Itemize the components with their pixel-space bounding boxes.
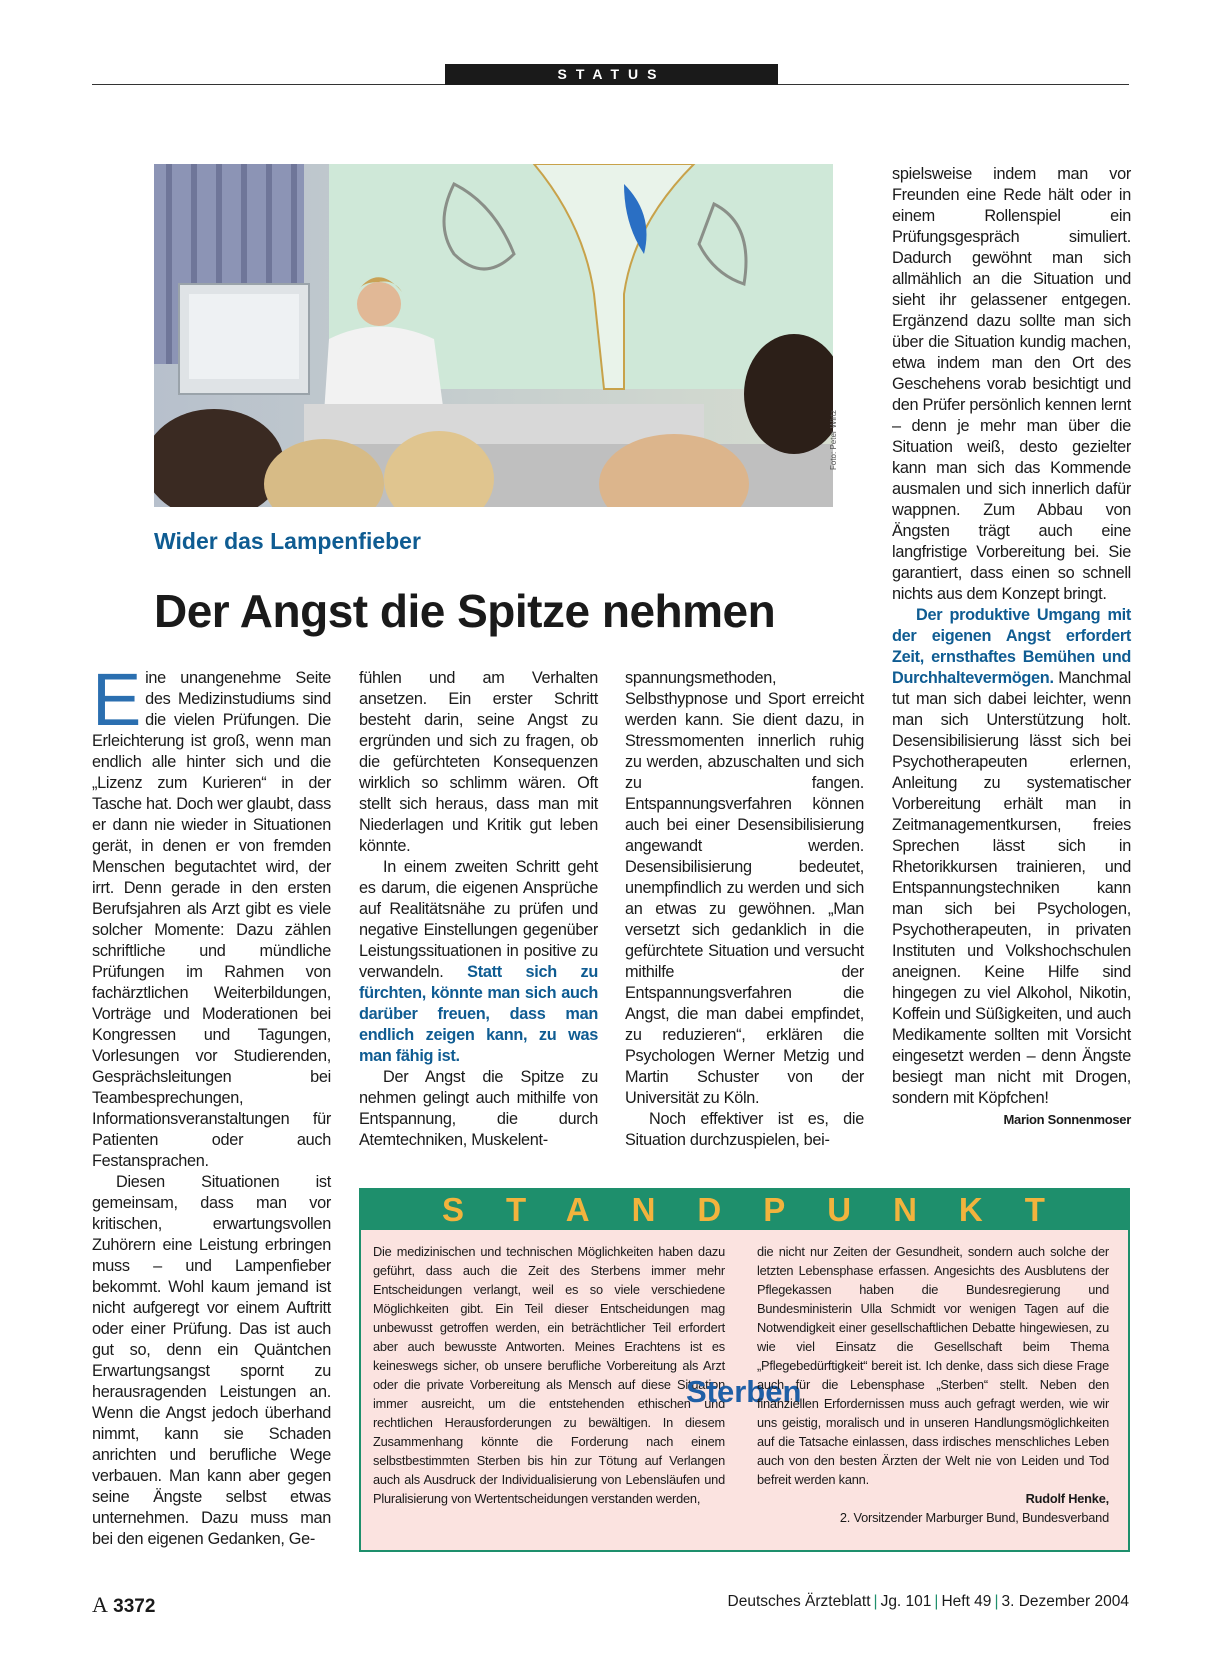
lecture-photo: [154, 164, 833, 507]
article-column-1: [92, 658, 331, 1550]
article-author: Marion Sonnenmoser: [1003, 1112, 1131, 1127]
separator: |: [934, 1593, 939, 1610]
section-label: STATUS: [445, 64, 778, 85]
photo-credit: Foto: Peter Wirtz: [829, 409, 838, 470]
paragraph: spannungsmethoden, Selbsthypnose und Sport erreicht werden kann. Sie dient dazu, in Stressmomenten innerlich ruhig zu werden, abzuschalten und sich zu fangen. Entspannungsverfahren können auch bei einer Desensibilisierung angewandt werden. Desensibilisierung bedeutet, unempfindlich zu werden und sich an etwas zu gewöhnen. „Man versetzt sich gedanklich in die gefürchtete Situation und versucht mithilfe der Entspannungsverfahren die Angst, die man dabei empfindet, zu reduzieren“, erklären die Psychologen Werner Metzig und Martin Schuster von der Universität zu Köln.: [625, 669, 864, 1107]
paragraph: [92, 658, 331, 1172]
page-number-value: 3372: [113, 1596, 156, 1617]
paragraph: Diesen Situationen ist gemeinsam, dass man vor kritischen, erwartungsvollen Zuhörern eine Leistung erbringen muss – und Lampenfieber bekommt. Wohl kaum jemand ist nicht aufgeregt vor einem Auftritt oder einer Prüfung. Das ist auch gut so, denn ein Quäntchen Erwartungsangst spornt zu herausragenden Leistungen an. Wenn die Angst jedoch überhand nimmt, kann sie Schaden anrichten und berufliche Wege verbauen. Man kann aber gegen seine Ängste selbst etwas unternehmen. Dazu muss man bei den eigenen Gedanken, Ge-: [92, 1173, 331, 1548]
highlight-quote: Statt sich zu fürchten, könnte man sich auch darüber freuen, dass man endlich zeigen kann, zu was man fähig ist.: [359, 963, 598, 1065]
standpunkt-text: die nicht nur Zeiten der Gesundheit, sondern auch solche der letzten Lebensphase erfassen. Angesichts des Ausblutens der Pflegekassen haben die Bundesregierung und Bundesministerin Ulla Schmidt vor wenigen Tagen auf die Notwendigkeit einer gesellschaftlichen Debatte hingewiesen, zu wie viel Einsatz die Gesellschaft beim Thema „Pflegebedürftigkeit“ bereit ist. Ich denke, dass sich diese Frage auch für die Lebensphase „Sterben“ stellt. Neben den finanziellen Erfordernissen muss auch gefragt werden, wie wir uns geistig, moralisch und in unseren Handlungsmöglichkeiten auf die Tatsache einlassen, dass irdisches menschliches Leben auch von den besten Ärzten der Welt nie von Leiden und Tod befreit werden kann.: [757, 1244, 1109, 1487]
paragraph-text: Manchmal tut man sich dabei leichter, wenn man sich Unterstützung holt. Desensibilisierung lässt sich bei Psychotherapeuten erlernen, Anleitung zu systematischer Vorbereitung erhält man in Zeitmanagementkursen, freies Sprechen lässt sich in Rhetorikkursen trainieren, und Entspannungstechniken kann man sich bei Psychologen, Psychotherapeuten, in privaten Instituten und Volkshochschulen aneignen. Keine Hilfe sind hingegen zu viel Alkohol, Nikotin, Koffein und Süßigkeiten, und auch Medikamente sollten mit Vorsicht eingesetzt werden – denn Ängste besiegt man nicht mit Drogen, sondern mit Köpfchen!: [892, 669, 1131, 1107]
paragraph-text: In einem zweiten Schritt geht es darum, die eigenen Ansprüche auf Realitätsnähe zu prüfen und negative Einstellungen gegenüber Leistungssituationen in positive zu verwandeln.: [359, 858, 598, 981]
paragraph: fühlen und am Verhalten ansetzen. Ein erster Schritt besteht darin, seine Angst zu ergründen und sich zu fragen, ob die gefürchteten Konsequenzen wirklich so schlimm wären. Oft stellt sich heraus, dass man mit Niederlagen und Kritik gut leben könnte.: [359, 669, 598, 855]
standpunkt-author: Rudolf Henke,: [1025, 1491, 1109, 1506]
article-column-3: [625, 668, 864, 1151]
journal-name: Deutsches Ärzteblatt: [727, 1593, 871, 1610]
paragraph: spielsweise indem man vor Freunden eine Rede hält oder in einem Rollenspiel ein Prüfungsgespräch simuliert. Dadurch gewöhnt man sich allmählich an die Situation und sieht ihr gelassener entgegen. Ergänzend dazu sollte man sich über die Situation kundig machen, etwa indem man den Ort des Geschehens vorab besichtigt und den Prüfer persönlich kennen lernt – denn je mehr man über die Situation weiß, desto gezielter kann man sich das Kommende ausmalen und sich innerlich dafür wappnen. Zum Abbau von Ängsten trägt auch eine langfristige Vorbereitung bei. Sie garantiert, dass einen so schnell nichts aus dem Konzept bringt.: [892, 165, 1131, 603]
standpunkt-box: [359, 1188, 1130, 1552]
paragraph: [892, 605, 1131, 1127]
standpunkt-heading: STANDPUNKT: [361, 1190, 1128, 1230]
standpunkt-column-1: Die medizinischen und technischen Möglichkeiten haben dazu geführt, dass auch die Zeit des Sterbens immer mehr Entscheidungen verlangt, weil es so viele verschiedene Möglichkeiten gibt. Ein Teil dieser Entscheidungen mag unbewusst getroffen werden, ein beträchtlicher Teil erfordert aber auch bewusste Antworten. Meines Erachtens ist es keineswegs sicher, ob unsere berufliche Vorbereitung als Arzt oder die private Vorbereitung als Mensch auf diese Situation immer ausreicht, um die entstehenden ethischen und rechtlichen Herausforderungen zu bewältigen. In diesem Zusammenhang könnte die Forderung nach einem selbstbestimmten Sterben bis hin zur Tötung auf Verlangen auch als Ausdruck der Individualisierung von Lebensläufen und Pluralisierung von Wertentscheidungen verstanden werden,: [373, 1244, 725, 1506]
page-number: [92, 1592, 155, 1618]
paragraph: [359, 857, 598, 1067]
article-headline: Der Angst die Spitze nehmen: [154, 585, 776, 637]
separator: |: [994, 1593, 999, 1610]
separator: |: [873, 1593, 878, 1610]
standpunkt-author-role: 2. Vorsitzender Marburger Bund, Bundesverband: [839, 1510, 1109, 1525]
paragraph-text: ine unangenehme Seite des Medizinstudiums sind die vielen Prüfungen. Die Erleichterung ist groß, wenn man endlich alle hinter sich und die „Lizenz zum Kurieren“ in der Tasche hat. Doch wer glaubt, dass er dann nie wieder in Situationen gerät, in denen er von fremden Menschen begutachtet wird, der irrt. Denn gerade in den ersten Berufsjahren als Arzt gibt es viele solcher Momente: Dazu zählen schriftliche und mündliche Prüfungen im Rahmen von fachärztlichen Weiterbildungen, Vorträge und Moderationen bei Kongressen und Tagungen, Vorlesungen vor Studierenden, Gesprächsleitungen bei Teambesprechungen, Informationsveranstaltungen für Patienten oder auch Festansprachen.: [92, 669, 331, 1170]
paragraph: Noch effektiver ist es, die Situation durchzuspielen, bei-: [625, 1110, 864, 1149]
highlight-quote: Der produktive Umgang mit der eigenen Angst erfordert Zeit, ernsthaftes Bemühen und Durchhaltevermögen.: [892, 606, 1131, 687]
journal-volume: Jg. 101: [880, 1593, 932, 1610]
drop-cap: E: [92, 658, 142, 741]
journal-info: [728, 1593, 1129, 1611]
article-column-4: [892, 164, 1131, 1130]
article-column-2: [359, 668, 598, 1151]
paragraph: Der Angst die Spitze zu nehmen gelingt auch mithilfe von Entspannung, die durch Atemtechniken, Muskelent-: [359, 1068, 598, 1149]
journal-issue: Heft 49: [941, 1593, 992, 1610]
standpunkt-column-2: [757, 1242, 1109, 1527]
article-kicker: Wider das Lampenfieber: [154, 528, 421, 554]
page-prefix: A: [92, 1592, 108, 1617]
journal-date: 3. Dezember 2004: [1001, 1593, 1129, 1610]
standpunkt-title: Sterben: [686, 1374, 802, 1409]
